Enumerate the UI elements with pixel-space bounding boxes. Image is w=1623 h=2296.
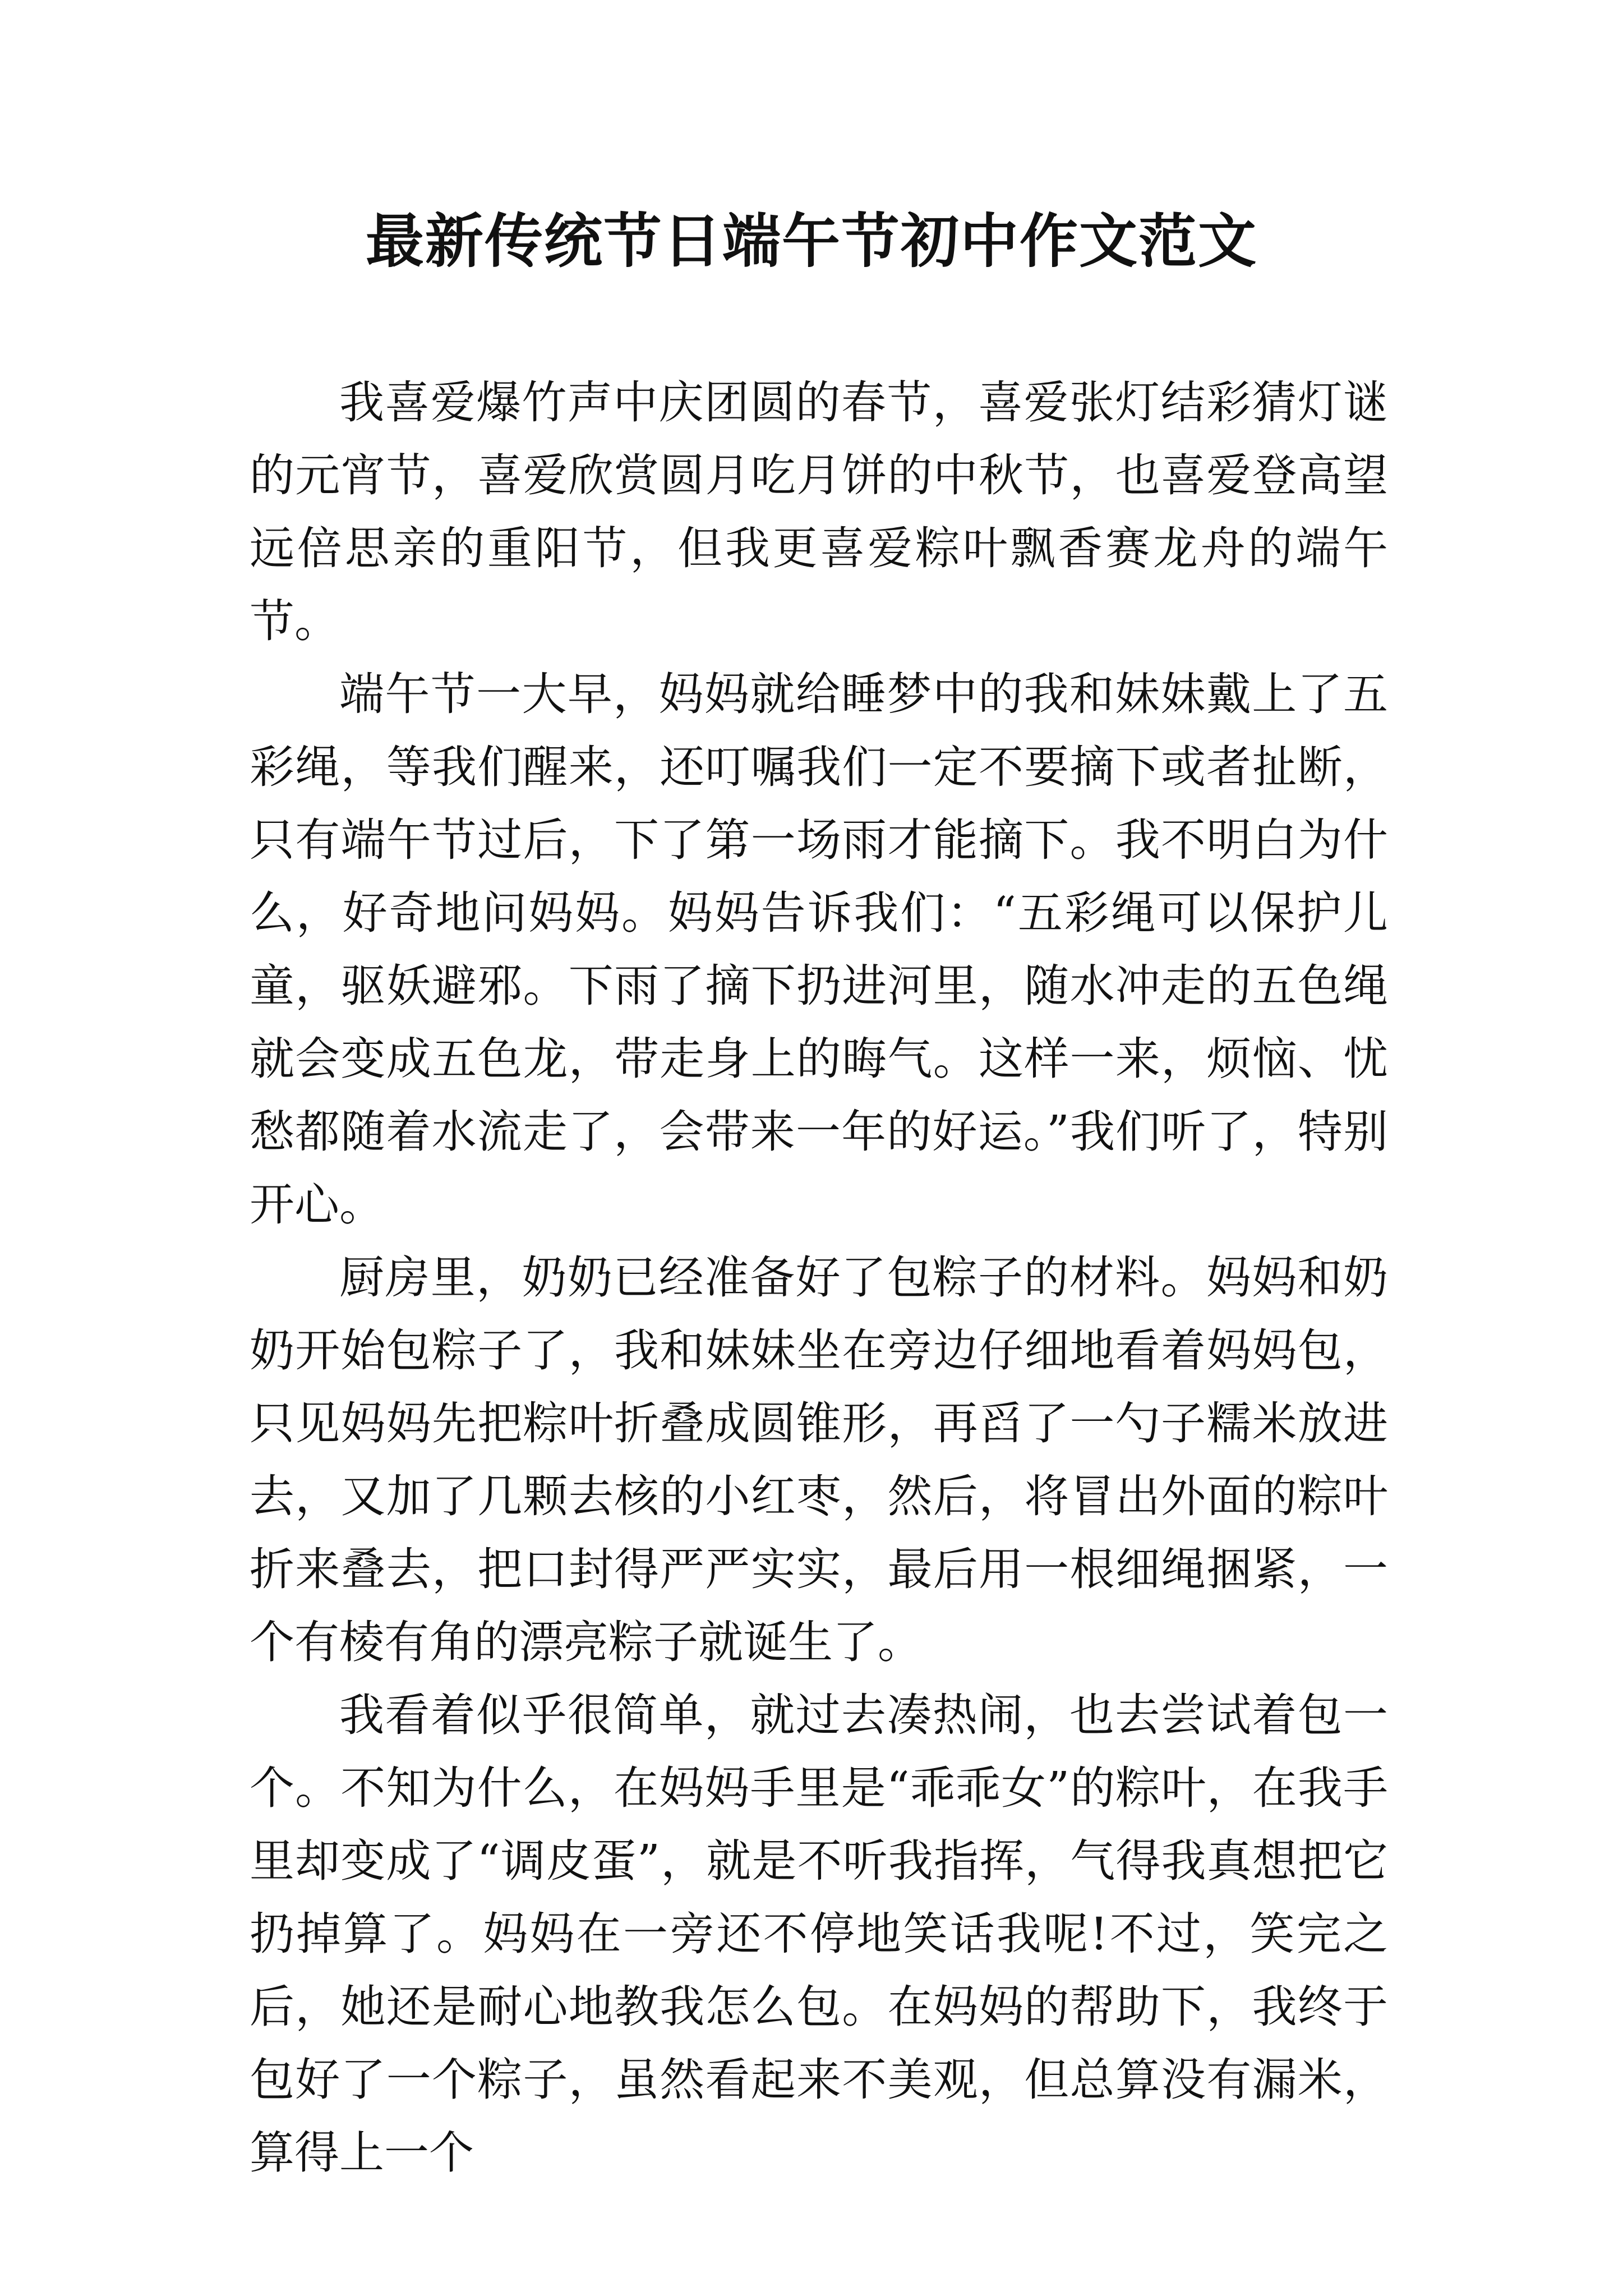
page-title: 最新传统节日端午节初中作文范文 — [365, 207, 1257, 275]
document-body — [250, 366, 1388, 2189]
paragraph-1: 我喜爱爆竹声中庆团圆的春节，喜爱张灯结彩猜灯谜的元宵节，喜爱欣赏圆月吃月饼的中秋节，也喜爱登高望远倍思亲的重阳节，但我更喜爱粽叶飘香赛龙舟的端午节。 — [250, 376, 1388, 647]
paragraph-3: 厨房里，奶奶已经准备好了包粽子的材料。妈妈和奶奶开始包粽子了，我和妹妹坐在旁边仔细地看着妈妈包，只见妈妈先把粽叶折叠成圆锥形，再舀了一勺子糯米放进去，又加了几颗去核的小红枣，然后，将冒出外面的粽叶折来叠去，把口封得严严实实，最后用一根细绳捆紧，一个有棱有角的漂亮粽子就诞生了。 — [250, 1251, 1388, 1668]
paragraph-4: 我看着似乎很简单，就过去凑热闹，也去尝试着包一个。不知为什么，在妈妈手里是“乖乖女”的粽叶，在我手里却变成了“调皮蛋”，就是不听我指挥，气得我真想把它扔掉算了。妈妈在一旁还不停地笑话我呢!不过，笑完之后，她还是耐心地教我怎么包。在妈妈的帮助下，我终于包好了一个粽子，虽然看起来不美观，但总算没有漏米，算得上一个 — [250, 1689, 1388, 2179]
paragraph-2: 端午节一大早，妈妈就给睡梦中的我和妹妹戴上了五彩绳，等我们醒来，还叮嘱我们一定不要摘下或者扯断，只有端午节过后，下了第一场雨才能摘下。我不明白为什么，好奇地问妈妈。妈妈告诉我们：“五彩绳可以保护儿童，驱妖避邪。下雨了摘下扔进河里，随水冲走的五色绳就会变成五色龙，带走身上的晦气。这样一来，烦恼、忧愁都随着水流走了，会带来一年的好运。”我们听了，特别开心。 — [250, 668, 1388, 1231]
